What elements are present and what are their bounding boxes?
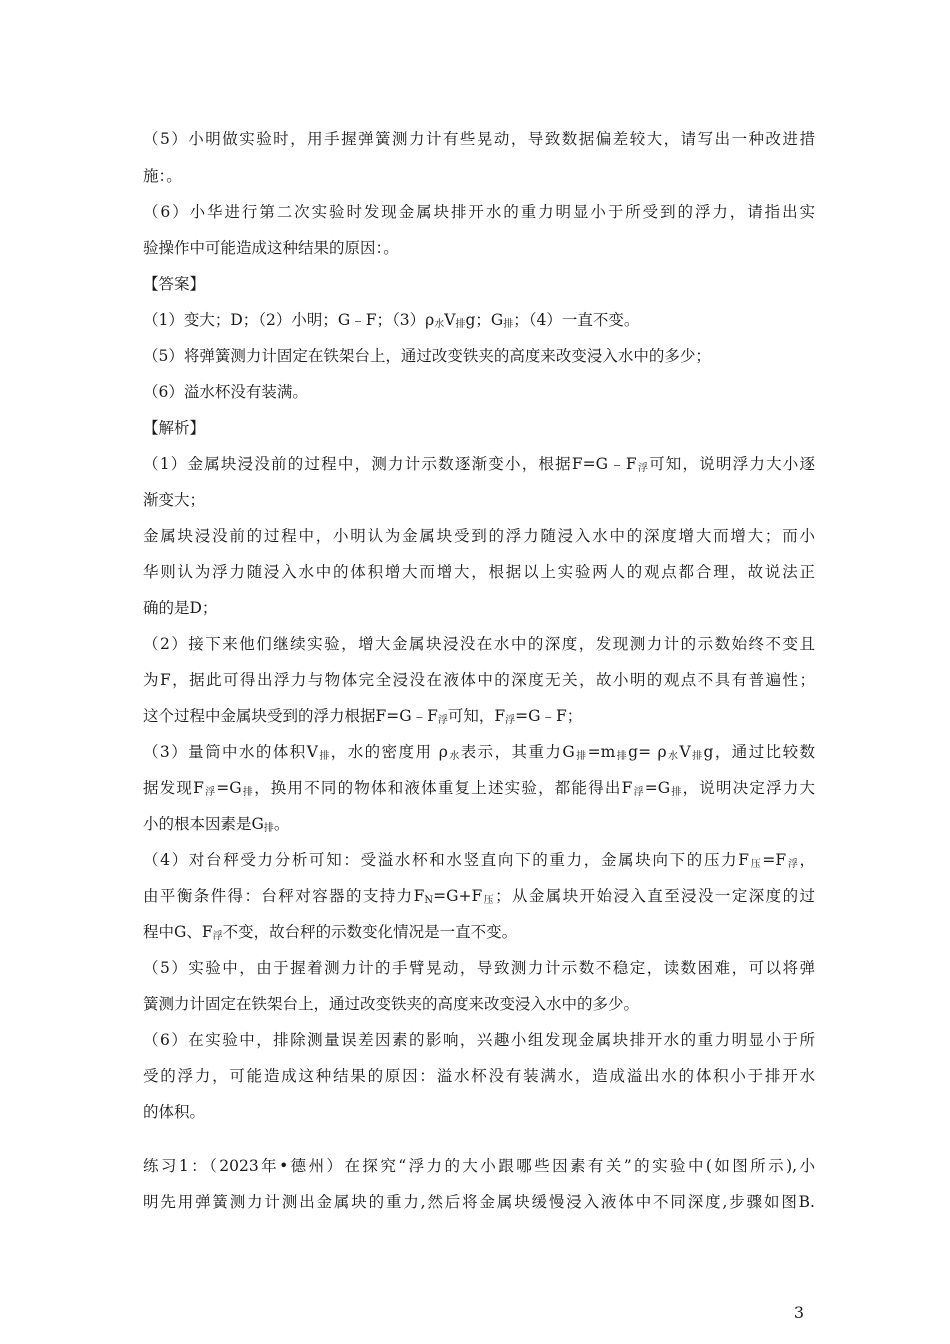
analysis-p1-line-1: （1）金属块浸没前的过程中，测力计示数逐渐变小，根据$F=G﹣F_浮$可知，说明浮力大小逐 xyxy=(143,455,815,474)
question-6-line-1: （6）小华进行第二次实验时发现金属块排开水的重力明显小于所受到的浮力，请指出实 xyxy=(143,203,815,221)
analysis-p2-line-3: 这个过程中金属块受到的浮力根据$F=G﹣F_浮$可知，$F_浮=G﹣F$； xyxy=(143,707,583,726)
analysis-p3-line-2: 据发现$F_浮=G_排$，换用不同的物体和液体重复上述实验，都能得出$F_浮=G_排$，说明决定浮力大 xyxy=(143,779,816,798)
analysis-p6-line-2: 受的浮力，可能造成这种结果的原因：溢水杯没有装满水，造成溢出水的体积小于排开水 xyxy=(143,1067,815,1085)
page-number: 3 xyxy=(793,1303,804,1322)
analysis-p4-line-2: 由平衡条件得：台秤对容器的支持力$F_N=G+F_压$；从金属块开始浸入直至浸没一定深度的过 xyxy=(143,887,815,906)
answer-heading: 【答案】 xyxy=(143,275,206,293)
analysis-heading: 【解析】 xyxy=(143,419,206,437)
analysis-p4-line-1: （4）对台秤受力分析可知：受溢水杯和水竖直向下的重力，金属块向下的压力$F_压=F_浮$， xyxy=(143,851,816,870)
exercise-1-line-2: 明先用弹簧测力计测出金属块的重力,然后将金属块缓慢浸入液体中不同深度,步骤如图B. xyxy=(143,1193,815,1211)
exercise-1-line-1: 练习1：（2023年•德州）在探究“浮力的大小跟哪些因素有关”的实验中(如图所示),小 xyxy=(143,1157,815,1175)
analysis-p1-line-2: 渐变大； xyxy=(143,491,206,509)
answer-line-5: （5）将弹簧测力计固定在铁架台上，通过改变铁夹的高度来改变浸入水中的多少； xyxy=(143,347,711,365)
analysis-p5-line-1: （5）实验中，由于握着测力计的手臂晃动，导致测力计示数不稳定，读数困难，可以将弹 xyxy=(143,959,815,977)
analysis-p6-line-3: 的体积。 xyxy=(143,1103,206,1121)
question-6-line-2: 验操作中可能造成这种结果的原因：。 xyxy=(143,239,399,257)
question-5-line-2: 施：。 xyxy=(143,167,182,185)
analysis-p6-line-1: （6）在实验中，排除测量误差因素的影响，兴趣小组发现金属块排开水的重力明显小于所 xyxy=(143,1031,815,1049)
analysis-p2-line-2: 为F，据此可得出浮力与物体完全浸没在液体中的深度无关，故小明的观点不具有普遍性； xyxy=(143,671,815,689)
answer-line-6: （6）溢水杯没有装满。 xyxy=(143,383,308,401)
analysis-p1b-line-2: 华则认为浮力随浸入水中的体积增大而增大，根据以上实验两人的观点都合理，故说法正 xyxy=(143,563,815,581)
analysis-p4-line-3: 程中G、$F_浮$不变，故台秤的示数变化情况是一直不变。 xyxy=(143,923,518,942)
analysis-p5-line-2: 簧测力计固定在铁架台上，通过改变铁夹的高度来改变浸入水中的多少。 xyxy=(143,995,640,1013)
analysis-p2-line-1: （2）接下来他们继续实验，增大金属块浸没在水中的深度，发现测力计的示数始终不变且 xyxy=(143,635,815,653)
answer-line-1: （1）变大；D；（2）小明；G﹣F；$(3)\rho_水V_排g$；$G_排$；（4）一直不变。 xyxy=(143,311,640,330)
analysis-p1b-line-3: 确的是D； xyxy=(143,599,218,617)
analysis-p3-line-3: 小的根本因素是$G_排$。 xyxy=(143,815,290,834)
analysis-p1b-line-1: 金属块浸没前的过程中，小明认为金属块受到的浮力随浸入水中的深度增大而增大；而小 xyxy=(143,527,815,545)
question-5-line-1: （5）小明做实验时，用手握弹簧测力计有些晃动，导致数据偏差较大，请写出一种改进措 xyxy=(143,130,815,148)
analysis-p3-line-1: （3）量筒中水的体积$V_排$，水的密度用 $\rho_水$表示，其重力$G_排=m_排g= \rho_水V_排g$，通过比较数 xyxy=(143,743,816,762)
